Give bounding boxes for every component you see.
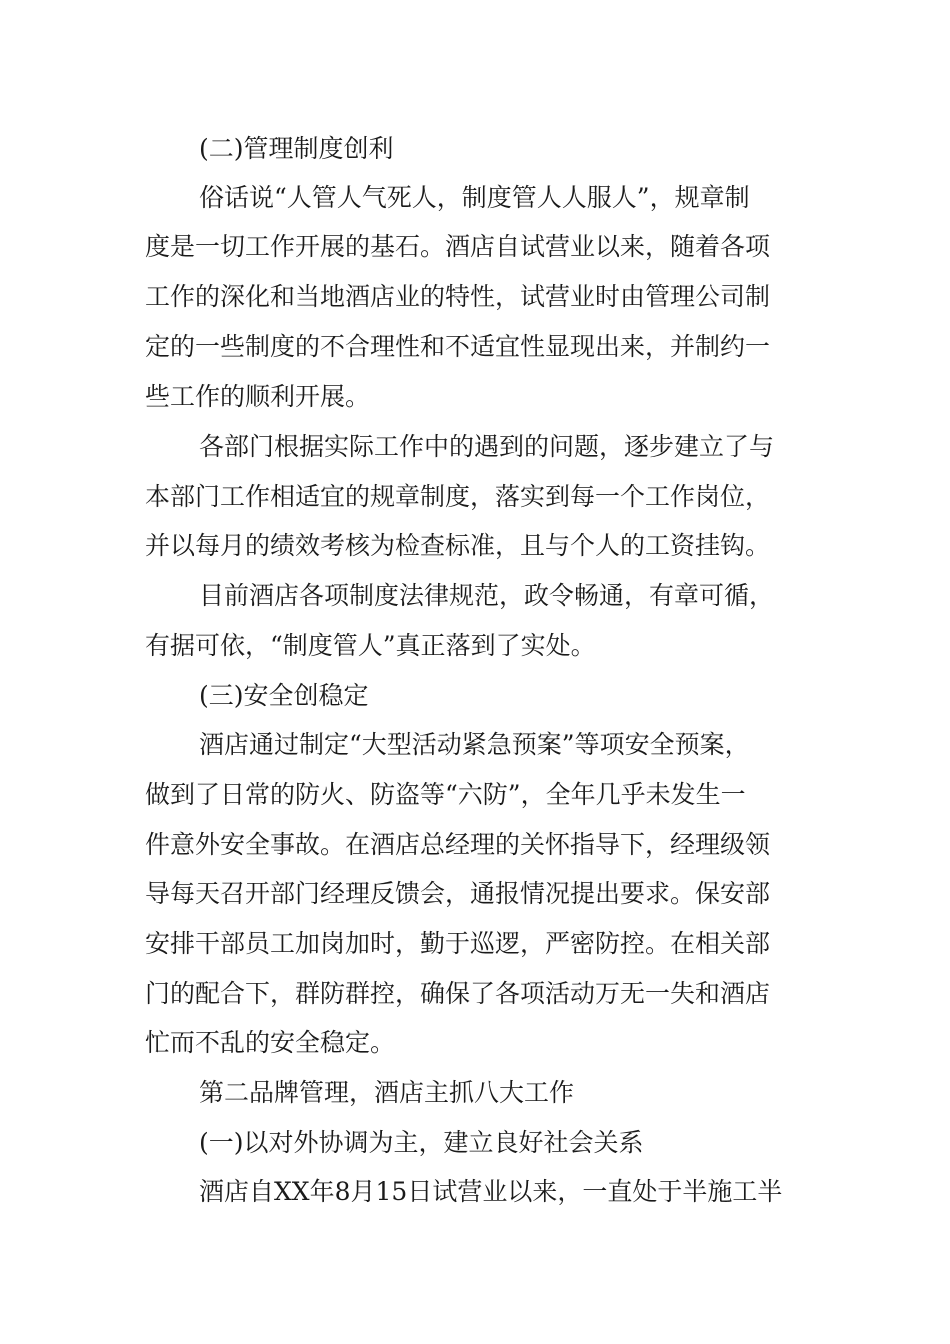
paragraph-line: 度是一切工作开展的基石。酒店自试营业以来，随着各项 (145, 232, 771, 261)
section-heading-safety: (三)安全创稳定 (199, 681, 369, 710)
paragraph-line: 做到了日常的防火、防盗等“六防”，全年几乎未发生一 (145, 780, 746, 809)
paragraph-line: 酒店通过制定“大型活动紧急预案”等项安全预案， (199, 730, 750, 759)
paragraph-line: 并以每月的绩效考核为检查标准，且与个人的工资挂钩。 (145, 531, 771, 560)
paragraph-line: 有据可依，“制度管人”真正落到了实处。 (145, 631, 596, 660)
section-heading-brand-management: 第二品牌管理，酒店主抓八大工作 (199, 1078, 575, 1107)
section-heading-management-system: (二)管理制度创利 (199, 134, 394, 163)
paragraph-line: 忙而不乱的安全稳定。 (145, 1028, 396, 1057)
paragraph-line: 导每天召开部门经理反馈会，通报情况提出要求。保安部 (145, 879, 771, 908)
paragraph-line: 安排干部员工加岗加时，勤于巡逻，严密防控。在相关部 (145, 929, 771, 958)
paragraph-line: 些工作的顺利开展。 (145, 382, 371, 411)
paragraph-line: 定的一些制度的不合理性和不适宜性显现出来，并制约一 (145, 332, 771, 361)
paragraph-line: 各部门根据实际工作中的遇到的问题，逐步建立了与 (199, 432, 775, 461)
paragraph-line: 门的配合下，群防群控，确保了各项活动万无一失和酒店 (145, 979, 771, 1008)
paragraph-line: 工作的深化和当地酒店业的特性，试营业时由管理公司制 (145, 282, 771, 311)
section-heading-external-coordination: (一)以对外协调为主，建立良好社会关系 (199, 1128, 644, 1157)
paragraph-line: 俗话说“人管人气死人，制度管人人服人”，规章制 (199, 183, 750, 212)
paragraph-line: 酒店自XX年8月15日试营业以来，一直处于半施工半 (199, 1177, 783, 1206)
paragraph-line: 目前酒店各项制度法律规范，政令畅通，有章可循， (199, 581, 775, 610)
paragraph-line: 本部门工作相适宜的规章制度，落实到每一个工作岗位， (145, 482, 771, 511)
paragraph-line: 件意外安全事故。在酒店总经理的关怀指导下，经理级领 (145, 830, 771, 859)
